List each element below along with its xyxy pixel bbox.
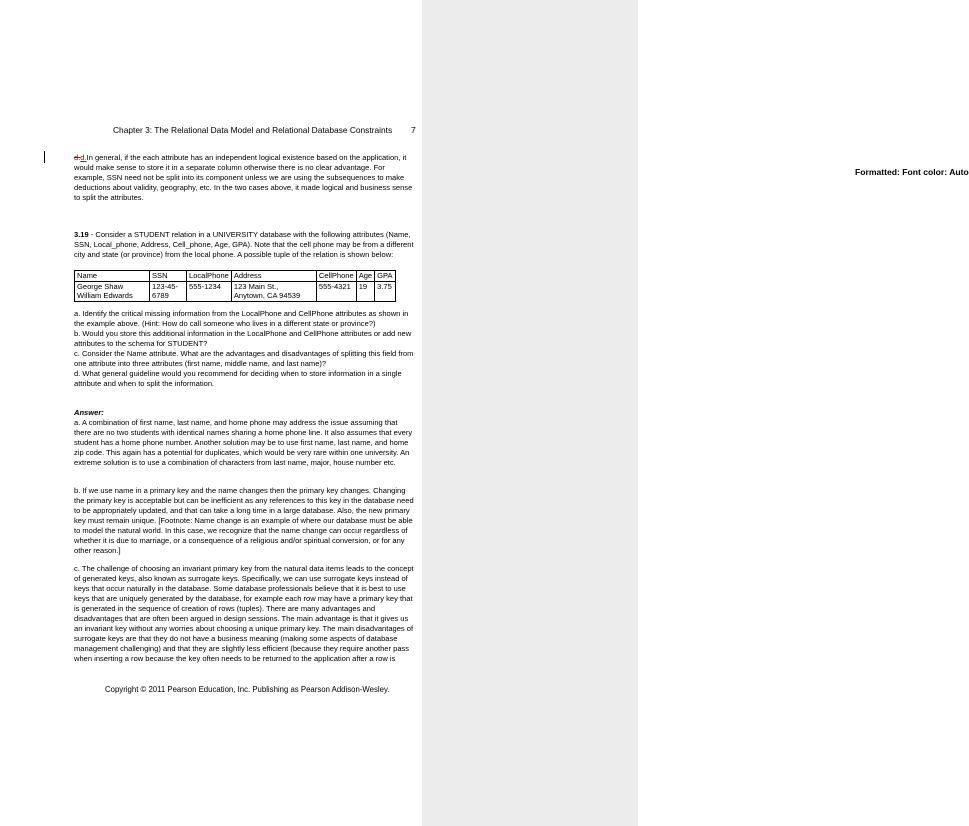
student-tuple-table [74,270,396,302]
answer-c: c. The challenge of choosing an invariant primary key from the natural data items leads to the concept of generated keys, also known as surrogate keys. Specifically, we can use surrogate keys instead of keys that occur naturally in the database. Some database professionals believe that it is best to use keys that are uniquely generated by the database, for example each row may have a primary key that is generated in the sequence of creation of rows (tuples). There are many advantages and disadvantages that are often been argued in design sessions. The main advantage is that it gives us an invariant key without any worries about choosing a unique primary key. The main disadvantages of surrogate keys are that they do not have a business meaning (making some aspects of database management challenging) and that they are slightly less efficient (because they require another pass when inserting a row because the key often needs to be returned to the application after a row is [74,564,414,663]
deleted-text[interactable]: d. [74,153,81,162]
table-cell-localphone: 555-1234 [187,281,232,301]
page-header-title: Chapter 3: The Relational Data Model and Relational Database Constraints [113,125,393,135]
table-header-cell: Name [75,271,150,282]
question-a: a. Identify the critical missing information from the LocalPhone and CellPhone attributes as shown in the example above. (Hint: How do call someone who lives in a different state or province?) [74,309,409,328]
questions-block [74,309,416,389]
page-footer: Copyright © 2011 Pearson Education, Inc. Publishing as Pearson Addison-Wesley. [105,685,390,694]
table-header-cell: Address [231,271,316,282]
table-header-cell: LocalPhone [187,271,232,282]
table-cell-name: George Shaw William Edwards [75,281,150,301]
table-header-row [75,271,396,282]
answer-c-block [74,564,416,664]
table-cell-ssn: 123-45- 6789 [150,281,187,301]
question-d: d. What general guideline would you recommend for deciding when to store information in a single attribute and when to split the information. [74,369,402,388]
page-number: 7 [411,125,416,135]
table-header-cell: Age [356,271,374,282]
change-bar [44,151,45,163]
table-cell-address: 123 Main St., Anytown, CA 94539 [231,281,316,301]
table-cell-gpa: 3.75 [375,281,395,301]
table-cell-cellphone: 555-4321 [316,281,356,301]
inserted-text[interactable]: d. [80,153,87,162]
answer-block [74,408,416,468]
table-header-cell: SSN [150,271,187,282]
table-header-cell: GPA [375,271,395,282]
exercise-number: 3.19 [74,230,89,239]
question-b: b. Would you store this additional information in the LocalPhone and CellPhone attributes or add new attributes to the schema for STUDENT? [74,329,412,348]
table-header-cell: CellPhone [316,271,356,282]
answer-title: Answer: [74,408,104,417]
comment-pane [422,0,969,826]
question-c: c. Consider the Name attribute. What are the advantages and disadvantages of splitting this field from one attribute into three attributes (first name, middle name, and last name)? [74,349,414,368]
paragraph-d [74,153,416,203]
table-row [75,281,396,301]
answer-a: a. A combination of first name, last name, and home phone may address the issue assuming that there are no two students with identical names sharing a home phone line. It also assumes that every student has a home phone number. Another solution may be to use first name, last name, and home zip code. This again has a potential for duplicates, which would be very rare within one university. An extreme solution is to use a combination of characters from last name, major, house number etc. [74,418,413,467]
exercise-text: - Consider a STUDENT relation in a UNIVERSITY database with the following attributes (Name, SSN, Local_phone, Address, Cell_phone, Age, GPA). Note that the cell phone may be from a different city and state (or province) from the local phone. A possible tuple of the relation is shown below: [74,230,414,259]
paragraph-d-text: In general, if the each attribute has an independent logical existence based on the application, it would make sense to store it in a separate column otherwise there is no clear advantage. For example, SSN need not be split into its component unless we are using the subsequences to make deductions about validity, geography, etc. In the two cases above, it made logical and business sense to split the attributes. [74,153,413,202]
formatting-comment[interactable]: Formatted: Font color: Auto [855,167,969,177]
answer-b-block [74,486,416,556]
table-cell-age: 19 [356,281,374,301]
answer-b: b. If we use name in a primary key and the name changes then the primary key changes. Changing the primary key is acceptable but can be inefficient as any references to this key in the database need to be appropriately updated, and that can take a long time in a large database. Also, the new primary key must remain unique. [Footnote: Name change is an example of where our database must be able to model the natural world. In this case, we recognize that the name change can occur regardless of whether it is due to marriage, or a consequence of a religious and/or spiritual conversion, or for any other reason.] [74,486,414,555]
exercise-3-19 [74,230,416,260]
